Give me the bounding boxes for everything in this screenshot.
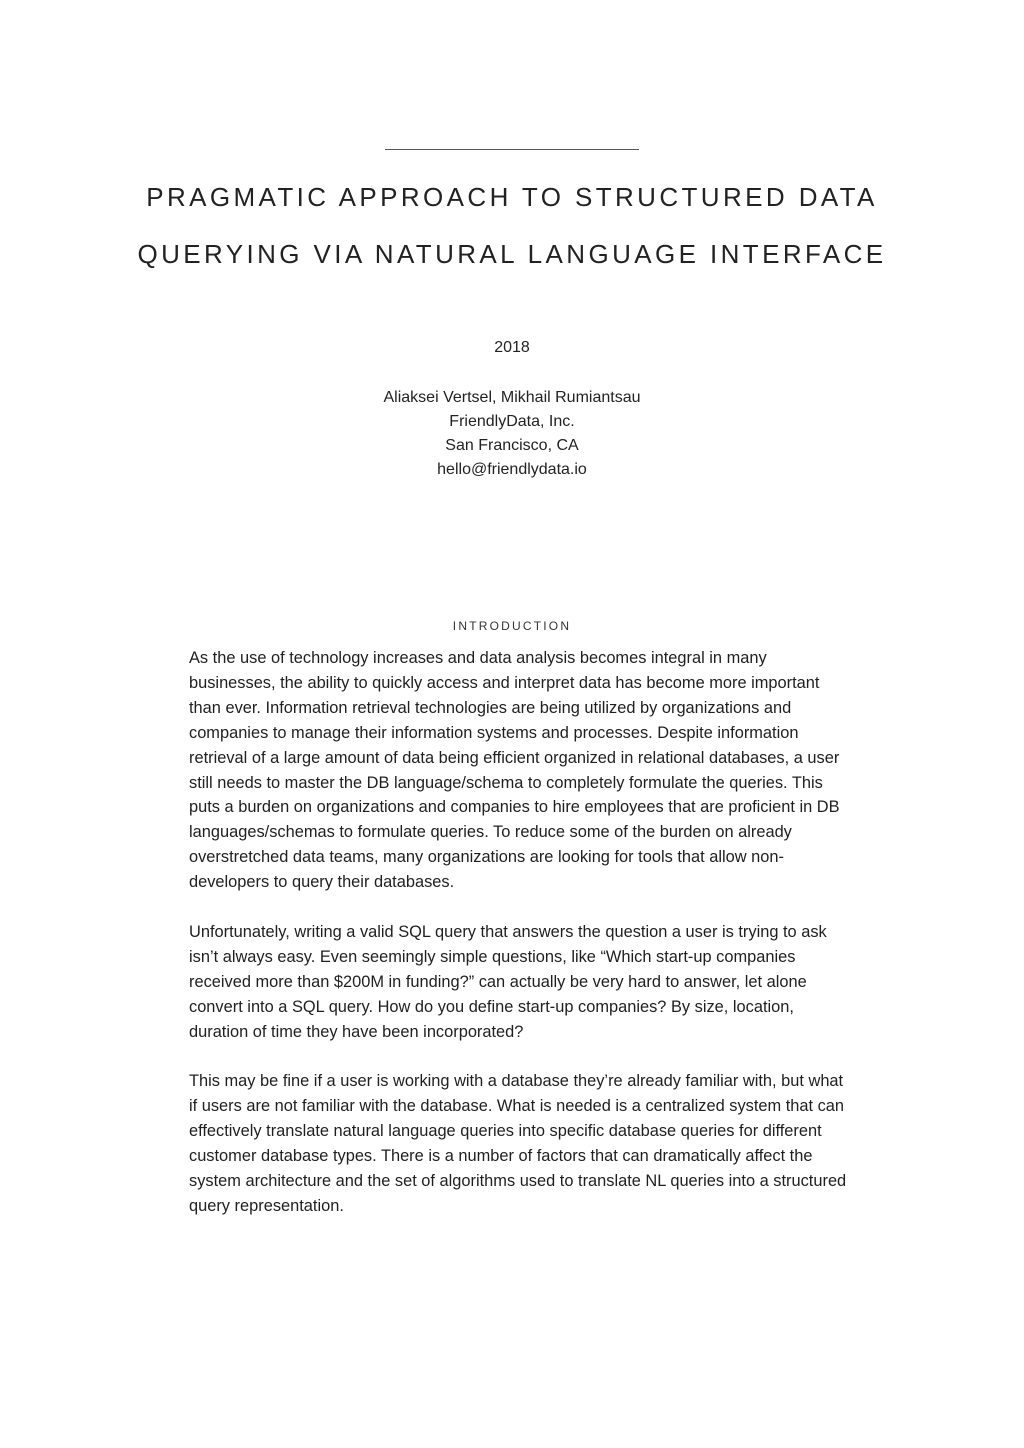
introduction-paragraph-3: This may be fine if a user is working with a database they’re already familiar with, but what if users are not familiar with the database. What is needed is a centralized system that can effectively translate natural language queries into specific database queries for different customer database types. There is a number of factors that can dramatically affect the system architecture and the set of algorithms used to translate NL queries into a structured query representation. xyxy=(189,1072,847,1215)
author-info xyxy=(0,386,1024,482)
introduction-paragraph-1: As the use of technology increases and data analysis becomes integral in many businesses, the ability to quickly access and interpret data has become more important than ever. Information retrieval technologies are being utilized by organizations and companies to manage their information systems and processes. Despite information retrieval of a large amount of data being efficient organized in relational databases, a user still needs to master the DB language/schema to completely formulate the queries. This puts a burden on organizations and companies to hire employees that are proficient in DB languages/schemas to formulate queries. To reduce some of the burden on already overstretched data teams, many organizations are looking for tools that allow non-developers to query their databases. xyxy=(189,649,840,892)
author-email: hello@friendlydata.io xyxy=(437,461,587,478)
introduction-paragraph-2: Unfortunately, writing a valid SQL query that answers the question a user is trying to ask isn’t always easy. Even seemingly simple questions, like “Which start-up companies received more than $200M in funding?” can actually be very hard to answer, let alone convert into a SQL query. How do you define start-up companies? By size, location, duration of time they have been incorporated? xyxy=(189,922,827,1041)
author-names: Aliaksei Vertsel, Mikhail Rumiantsau xyxy=(383,389,641,406)
paper-title-line-2: QUERYING VIA NATURAL LANGUAGE INTERFACE xyxy=(137,239,887,269)
author-location: San Francisco, CA xyxy=(445,437,579,454)
publication-year: 2018 xyxy=(494,339,530,356)
author-organization: FriendlyData, Inc. xyxy=(449,413,575,430)
introduction-body xyxy=(189,646,849,1244)
paper-title-line-1: PRAGMATIC APPROACH TO STRUCTURED DATA xyxy=(146,182,878,212)
section-heading-introduction: INTRODUCTION xyxy=(452,619,572,633)
title-rule xyxy=(385,149,639,150)
